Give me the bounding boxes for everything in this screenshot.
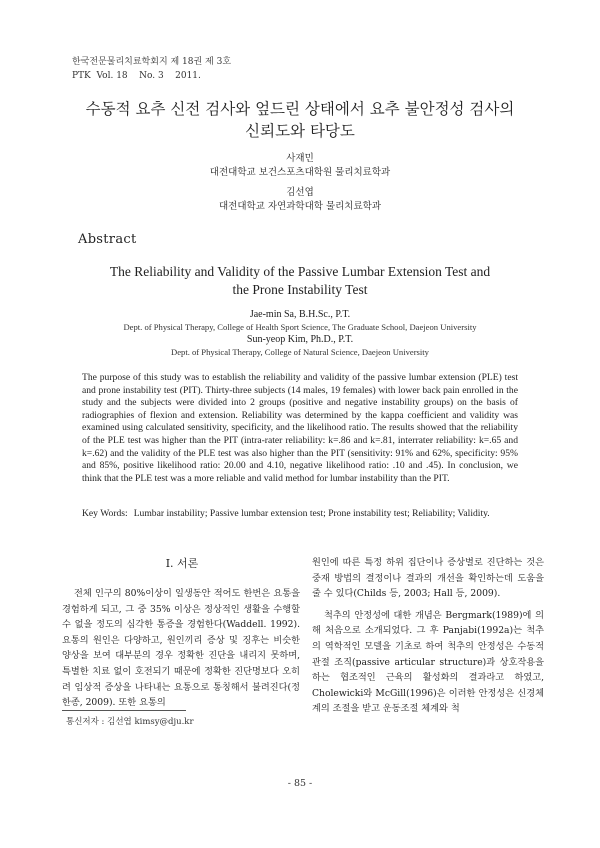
right-column-paragraph-2: 척추의 안정성에 대한 개념은 Bergmark(1989)에 의해 처음으로 소개되었다. 그 후 Panjabi(1992a)는 척추의 역학적인 모델을 기초로 하여 척추의 안정성은 수동적 관절 조직(passive articular structure)과 상호작용을 하는 협조적인 근육의 활성화의 결과라고 하였고, Cholewicki와 McGill(1996)은 이러한 안정성은 신경체계의 조절을 받고 운동조절 체계와 척 [312,609,544,715]
korean-author-name: 사재민 [286,153,314,164]
right-column [312,555,544,717]
english-title [60,263,540,299]
right-column-paragraph-1: 원인에 따른 특정 하위 집단이나 증상별로 진단하는 것은 중재 방법의 결정이나 결과의 개선을 확인하는데 도움을 줄 수 있다(Childs 등, 2003; Hall 등, 2009). [312,557,544,600]
abstract-body: The purpose of this study was to establish the reliability and validity of the passive lumbar extension (PLE) test and prone instability test (PIT). Thirty-three subjects (14 males, 19 females) with lower back pain enrolled in the study and the subjects were divided into 2 groups (positive and negative instability groups) on the basis of radiographies of flexion and extension. Reliability was determined by the kappa coefficient and validity was examined using calculated sensitivity, specificity, and the likelihood ratio. The results showed that the reliability of the PLE test was higher than the PIT (intra-rater reliability: k=.86 and k=.81, interrater reliability: k=.65 and k=.62) and the validity of the PLE test was also higher than the PIT (sensitivity: 91% and 62%, specificity: 95% and 85%, positive likelihood ratio: 20.00 and 4.10, negative likelihood ratio: .10 and .45). In conclusion, we think that the PLE test was a more reliable and valid method for lumbar instability than the PIT. [82,372,518,484]
journal-name-korean: 한국전문물리치료학회지 제 18권 제 3호 [72,57,232,67]
keywords [82,507,518,520]
english-author-1-affiliation: Dept. of Physical Therapy, College of Health Sport Science, The Graduate School, Daejeon University [123,322,477,332]
abstract-heading: Abstract [78,232,137,247]
section-heading-introduction: Ⅰ. 서론 [165,557,199,570]
korean-author-name: 김선엽 [286,187,314,198]
english-author-2-affiliation: Dept. of Physical Therapy, College of Natural Science, Daejeon University [171,347,429,357]
korean-title [40,98,560,142]
english-author-2-name: Sun-yeop Kim, Ph.D., P.T. [246,334,354,345]
journal-header [72,55,231,83]
left-column [62,586,300,711]
korean-author-affiliation: 대전대학교 보건스포츠대학원 물리치료학과 [209,167,391,178]
korean-title-line2: 신뢰도와 타당도 [245,122,355,140]
left-column-paragraph: 전체 인구의 80%이상이 일생동안 적어도 한번은 요통을 경험하게 되고, 그 중 35% 이상은 정상적인 생활을 수행할 수 없을 정도의 심각한 통증을 경험한다(Waddell. 1992). 요통의 원인은 다양하고, 원인끼리 증상 및 징후는 비슷한 양상을 보여 대부분의 경우 정확한 진단을 내리지 못하며, 특별한 치료 없이 호전되기 때문에 정확한 진단명보다 오히려 임상적 증상을 나타내는 요통으로 통칭해서 불려진다(정한종, 2009). 또한 요통의 [62,588,300,709]
corresponding-author-footnote: 통신저자 : 김선엽 kimsy@dju.kr [66,717,194,727]
korean-author-2 [0,186,600,214]
page-number: - 85 - [287,778,313,789]
korean-author-affiliation: 대전대학교 자연과학대학 물리치료학과 [218,201,382,212]
footnote-divider [62,710,186,711]
keywords-text: Lumbar instability; Passive lumbar extension test; Prone instability test; Reliability; Validity. [133,508,490,519]
english-author-1-name: Jae-min Sa, B.H.Sc., P.T. [249,309,351,320]
korean-title-line1: 수동적 요추 신전 검사와 엎드린 상태에서 요추 불안정성 검사의 [85,100,515,118]
english-title-line2: the Prone Instability Test [232,282,368,297]
english-title-line1: The Reliability and Validity of the Passive Lumbar Extension Test and [109,264,491,279]
keywords-label: Key Words: [82,508,128,519]
korean-author-1 [0,152,600,180]
journal-volume: PTK Vol. 18 No. 3 2011. [72,71,201,81]
